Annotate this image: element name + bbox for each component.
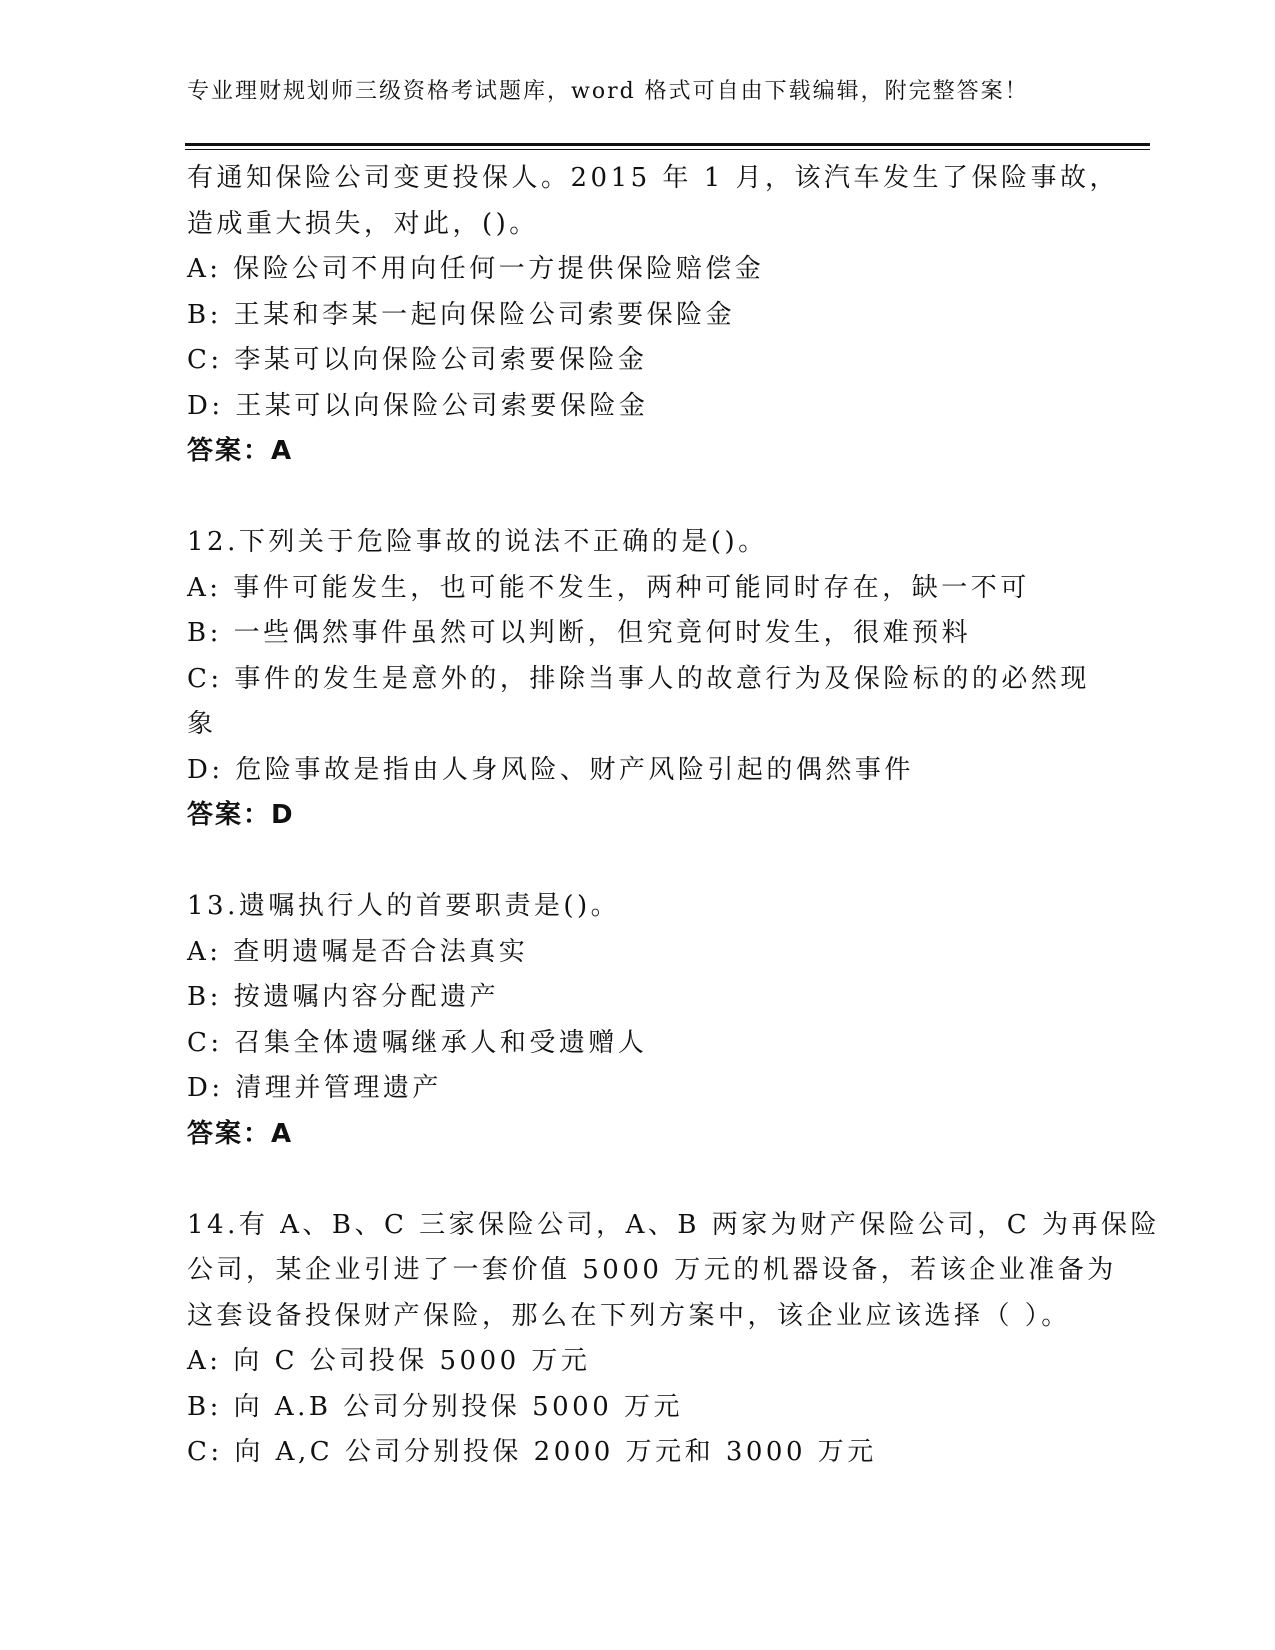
question-14-option-b: B: 向 A.B 公司分别投保 5000 万元 (187, 1391, 684, 1422)
question-13-option-c: C: 召集全体遗嘱继承人和受遗赠人 (187, 1027, 648, 1058)
spacer (187, 839, 1092, 885)
question-14 (187, 1203, 1160, 1476)
question-12-option-c-line-1: C: 事件的发生是意外的，排除当事人的故意行为及保险标的的必然现 (187, 663, 1090, 694)
spacer (187, 1157, 1092, 1203)
question-13-option-b: B: 按遗嘱内容分配遗产 (187, 982, 500, 1012)
question-11-option-d: D: 王某可以向保险公司索要保险金 (187, 390, 649, 421)
question-11 (187, 156, 1120, 475)
question-12-stem: 12.下列关于危险事故的说法不正确的是()。 (187, 527, 768, 557)
spacer (187, 475, 1092, 521)
question-11-option-a: A: 保险公司不用向任何一方提供保险赔偿金 (187, 254, 765, 284)
page-header: 专业理财规划师三级资格考试题库，word 格式可自由下载编辑，附完整答案！ (187, 79, 1029, 104)
question-12-option-b: B: 一些偶然事件虽然可以判断，但究竟何时发生，很难预料 (187, 618, 972, 648)
question-11-stem-line-2: 造成重大损失，对此，()。 (187, 208, 539, 239)
question-14-stem-line-1: 14.有 A、B、C 三家保险公司，A、B 两家为财产保险公司，C 为再保险 (187, 1209, 1160, 1240)
header-rule-thin (185, 149, 1150, 150)
question-12-option-c-line-2: 象 (187, 709, 217, 739)
question-12-answer: 答案：D (187, 800, 295, 830)
question-12-option-a: A: 事件可能发生，也可能不发生，两种可能同时存在，缺一不可 (187, 572, 1030, 603)
header-rule-thick (185, 143, 1150, 146)
question-13-answer: 答案：A (187, 1118, 294, 1149)
question-12 (187, 520, 1092, 839)
question-12-option-d: D: 危险事故是指由人身风险、财产风险引起的偶然事件 (187, 754, 914, 785)
question-11-option-c: C: 李某可以向保险公司索要保险金 (187, 345, 648, 375)
question-14-option-c: C: 向 A,C 公司分别投保 2000 万元和 3000 万元 (187, 1437, 877, 1467)
question-11-stem-line-1: 有通知保险公司变更投保人。2015 年 1 月，该汽车发生了保险事故， (187, 163, 1120, 193)
question-14-option-a: A: 向 C 公司投保 5000 万元 (187, 1346, 591, 1376)
question-14-stem-line-2: 公司，某企业引进了一套价值 5000 万元的机器设备，若该企业准备为 (187, 1255, 1117, 1285)
question-content (187, 156, 1160, 1476)
question-13-option-d: D: 清理并管理遗产 (187, 1073, 442, 1103)
question-14-stem-line-3: 这套设备投保财产保险，那么在下列方案中，该企业应该选择（ ）。 (187, 1300, 1071, 1331)
question-13-stem: 13.遗嘱执行人的首要职责是()。 (187, 891, 621, 921)
question-13 (187, 884, 1092, 1157)
question-11-answer: 答案：A (187, 436, 294, 466)
question-13-option-a: A: 查明遗嘱是否合法真实 (187, 936, 529, 967)
question-11-option-b: B: 王某和李某一起向保险公司索要保险金 (187, 299, 736, 330)
